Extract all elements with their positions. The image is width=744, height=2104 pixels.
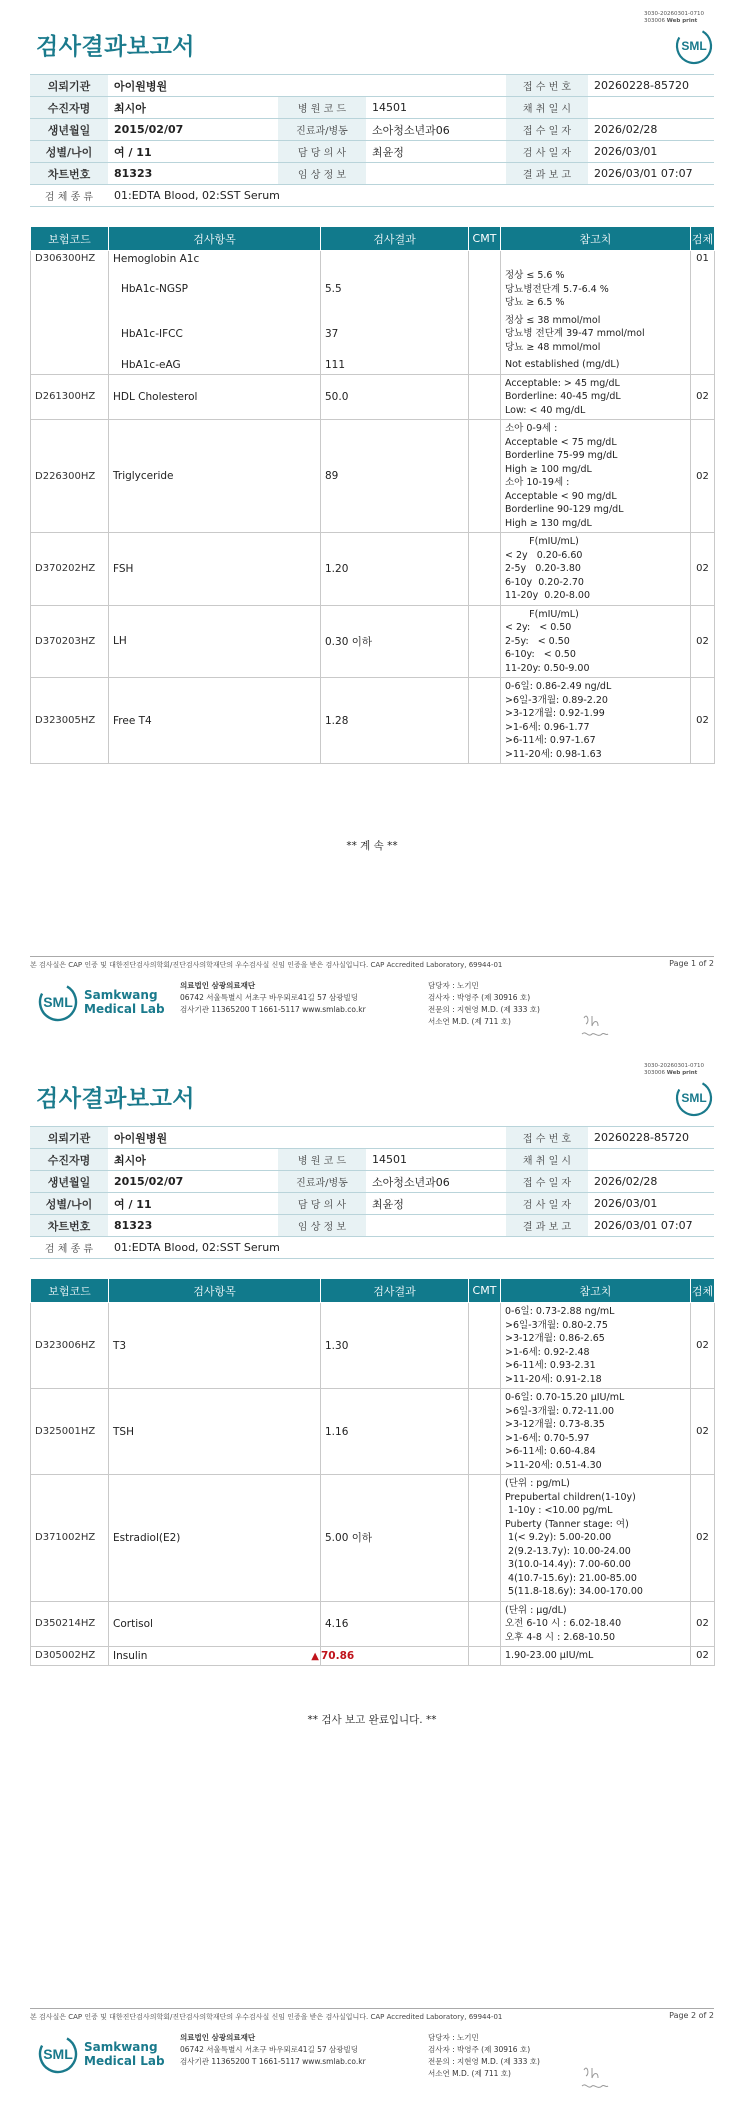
reference-line: Acceptable < 75 mg/dL — [505, 436, 617, 448]
test-code: D261300HZ — [31, 374, 109, 420]
test-cmt — [469, 1389, 501, 1475]
test-result: 5.5 — [321, 267, 469, 312]
footer-brand: Samkwang Medical Lab — [84, 988, 165, 1016]
doctor-label: 담 당 의 사 — [278, 141, 366, 163]
specimen-value: 01:EDTA Blood, 02:SST Serum — [108, 185, 714, 207]
reference-line: >6-11세: 0.97-1.67 — [505, 735, 596, 746]
test-cmt — [469, 420, 501, 533]
reference-line: F(mIU/mL) — [505, 536, 579, 547]
institution-label: 의뢰기관 — [30, 75, 108, 97]
test-result: 1.28 — [321, 678, 469, 764]
col-header-code: 보험코드 — [31, 227, 109, 251]
report-page-2 — [0, 1052, 744, 2104]
reference-line: >11-20세: 0.91-2.18 — [505, 1373, 602, 1385]
chart-value: 81323 — [108, 163, 278, 185]
institution-value: 아이원병원 — [108, 75, 506, 97]
test-cmt — [469, 251, 501, 268]
chart-label: 차트번호 — [30, 163, 108, 185]
collect-value — [588, 1149, 714, 1171]
receipt-no-label: 접 수 번 호 — [506, 1127, 588, 1149]
reference-line: Puberty (Tanner stage: 여) — [505, 1518, 629, 1530]
test-code — [31, 356, 109, 374]
specimen-code: 02 — [691, 1601, 715, 1647]
sml-logo-icon — [36, 982, 82, 1022]
reference-range — [501, 1647, 691, 1666]
report-complete-note: ** 검사 보고 완료입니다. ** — [307, 1714, 437, 1726]
sex-age-value: 여 / 11 — [108, 1193, 278, 1215]
footer-logo — [36, 2034, 165, 2077]
test-cmt — [469, 605, 501, 678]
patient-value: 최시아 — [108, 97, 278, 119]
patient-info-table — [30, 74, 714, 207]
specimen-code: 01 — [691, 251, 715, 268]
reference-line: 3(10.0-14.4y): 7.00-60.00 — [505, 1559, 631, 1570]
result-value-high: 70.86 — [321, 1649, 355, 1662]
col-header-result: 검사결과 — [321, 1279, 469, 1303]
reference-range — [501, 1601, 691, 1647]
reference-line: Borderline: 40-45 mg/dL — [505, 391, 621, 402]
dob-value: 2015/02/07 — [108, 1171, 278, 1193]
sml-logo-icon — [674, 1078, 714, 1118]
dept-label: 진료과/병동 — [278, 119, 366, 141]
test-code: D370203HZ — [31, 605, 109, 678]
specimen-label: 검 체 종 류 — [30, 185, 108, 207]
specimen-code: 02 — [691, 1475, 715, 1602]
test-cmt — [469, 312, 501, 357]
reference-line: Borderline 75-99 mg/dL — [505, 450, 618, 461]
test-cmt — [469, 267, 501, 312]
stamp-line: 303006 Web print — [644, 1070, 698, 1076]
test-item: Estradiol(E2) — [109, 1475, 321, 1602]
reference-line: 오후 4-8 시 : 2.68-10.50 — [505, 1631, 616, 1643]
reference-line: High ≥ 130 mg/dL — [505, 517, 592, 529]
col-header-spec: 검체 — [691, 1279, 715, 1303]
footer-accreditation: 본 검사실은 CAP 인증 및 대한진단검사의학회/진단검사의학재단의 우수검사실 신임 인증을 받은 검사실입니다. CAP Accredited Laboratory, 69944-01 — [30, 2013, 503, 2021]
stamp-line: 303006 Web print — [644, 18, 698, 24]
reference-line: 소아 0-9세 : — [505, 423, 558, 434]
hospital-code-value: 14501 — [366, 97, 506, 119]
page-number: Page 1 of 2 — [669, 959, 714, 968]
footer-staff: 담당자 : 노기민 검사자 : 박영주 (제 30916 호) 전문의 : 지현영 M.D. (제 333 호) 서소연 M.D. (제 711 호) — [428, 981, 540, 1026]
result-row — [31, 1601, 715, 1647]
specimen-code: 02 — [691, 605, 715, 678]
signature-image — [578, 1008, 612, 1045]
document-title: 검사결과보고서 — [36, 34, 196, 60]
test-result: 1.30 — [321, 1303, 469, 1389]
test-item: Triglyceride — [109, 420, 321, 533]
dob-label: 생년월일 — [30, 119, 108, 141]
stamp-line: 3030-20260301-0710 — [644, 11, 704, 17]
sml-logo-icon — [674, 26, 714, 66]
test-item: T3 — [109, 1303, 321, 1389]
test-result: 111 — [321, 356, 469, 374]
reference-line: 1(< 9.2y): 5.00-20.00 — [505, 1532, 612, 1543]
test-result: 50.0 — [321, 374, 469, 420]
specimen-code: 02 — [691, 533, 715, 606]
result-row — [31, 1647, 715, 1666]
test-cmt — [469, 1303, 501, 1389]
test-code: D305002HZ — [31, 1647, 109, 1666]
reference-line: Borderline 90-129 mg/dL — [505, 504, 624, 515]
clinical-value — [366, 163, 506, 185]
test-result: 5.00 이하 — [321, 1475, 469, 1602]
test-code: D371002HZ — [31, 1475, 109, 1602]
reference-line: >6일-3개월: 0.72-11.00 — [505, 1405, 615, 1417]
reference-line: 6-10y: < 0.50 — [505, 649, 576, 660]
reference-line: >3-12개월: 0.73-8.35 — [505, 1419, 605, 1430]
test-date-value: 2026/03/01 — [588, 141, 714, 163]
result-row — [31, 1303, 715, 1389]
reference-line: Acceptable: > 45 mg/dL — [505, 377, 620, 389]
results-table — [30, 226, 715, 764]
reference-line: >6-11세: 0.60-4.84 — [505, 1446, 596, 1457]
col-header-result: 검사결과 — [321, 227, 469, 251]
reference-range — [501, 374, 691, 420]
result-row — [31, 420, 715, 533]
test-item: HbA1c-NGSP — [109, 267, 321, 312]
footer-address: 의료법인 삼광의료재단 06742 서울특별시 서초구 바우뫼로41길 57 삼광빌딩 검사기관 11365200 T 1661-5117 www.smlab.co.kr — [180, 981, 366, 1014]
reference-line: 정상 ≤ 38 mmol/mol — [505, 314, 601, 326]
test-result: 4.16 — [321, 1601, 469, 1647]
reference-line: Low: < 40 mg/dL — [505, 404, 586, 416]
dob-value: 2015/02/07 — [108, 119, 278, 141]
reference-line: >3-12개월: 0.86-2.65 — [505, 1333, 605, 1344]
col-header-item: 검사항목 — [109, 1279, 321, 1303]
collect-value — [588, 97, 714, 119]
dob-label: 생년월일 — [30, 1171, 108, 1193]
chart-value: 81323 — [108, 1215, 278, 1237]
reference-line: Prepubertal children(1-10y) — [505, 1491, 636, 1503]
receipt-date-label: 접 수 일 자 — [506, 119, 588, 141]
report-label: 결 과 보 고 — [506, 1215, 588, 1237]
col-header-cmt: CMT — [469, 227, 501, 251]
test-code: D370202HZ — [31, 533, 109, 606]
reference-line: 6-10y 0.20-2.70 — [505, 576, 584, 588]
result-row — [31, 1389, 715, 1475]
result-row — [31, 251, 715, 268]
test-code: D323005HZ — [31, 678, 109, 764]
test-item: HDL Cholesterol — [109, 374, 321, 420]
reference-line: 2-5y 0.20-3.80 — [505, 563, 581, 574]
test-code — [31, 312, 109, 357]
reference-range — [501, 533, 691, 606]
footer-staff: 담당자 : 노기민 검사자 : 박영주 (제 30916 호) 전문의 : 지현영 M.D. (제 333 호) 서소연 M.D. (제 711 호) — [428, 2033, 540, 2078]
receipt-date-label: 접 수 일 자 — [506, 1171, 588, 1193]
footer-accreditation: 본 검사실은 CAP 인증 및 대한진단검사의학회/진단검사의학재단의 우수검사실 신임 인증을 받은 검사실입니다. CAP Accredited Laboratory, 69944-01 — [30, 961, 503, 969]
reference-line: 당뇨병전단계 5.7-6.4 % — [505, 283, 609, 295]
test-date-label: 검 사 일 자 — [506, 1193, 588, 1215]
dept-value: 소아청소년과06 — [366, 119, 506, 141]
report-label: 결 과 보 고 — [506, 163, 588, 185]
footer-logo — [36, 982, 165, 1025]
reference-range — [501, 312, 691, 357]
test-result: 1.16 — [321, 1389, 469, 1475]
svg-text:SML: SML — [681, 39, 707, 53]
test-item: Free T4 — [109, 678, 321, 764]
reference-line: 1.90-23.00 μIU/mL — [505, 1650, 594, 1661]
test-cmt — [469, 678, 501, 764]
test-item: LH — [109, 605, 321, 678]
svg-text:SML: SML — [681, 1091, 707, 1105]
collect-label: 채 취 일 시 — [506, 97, 588, 119]
reference-range — [501, 356, 691, 374]
print-stamp — [644, 11, 704, 25]
test-item: TSH — [109, 1389, 321, 1475]
report-value: 2026/03/01 07:07 — [588, 1215, 714, 1237]
hospital-code-label: 병 원 코 드 — [278, 1149, 366, 1171]
result-row — [31, 678, 715, 764]
institution-value: 아이원병원 — [108, 1127, 506, 1149]
doctor-value: 최윤정 — [366, 141, 506, 163]
reference-range — [501, 1389, 691, 1475]
patient-value: 최시아 — [108, 1149, 278, 1171]
test-item: Hemoglobin A1c — [109, 251, 321, 268]
col-header-ref: 참고치 — [501, 1279, 691, 1303]
clinical-value — [366, 1215, 506, 1237]
reference-line: 정상 ≤ 5.6 % — [505, 270, 565, 281]
result-row — [31, 356, 715, 374]
footer-divider — [30, 956, 714, 957]
footer-address: 의료법인 삼광의료재단 06742 서울특별시 서초구 바우뫼로41길 57 삼광빌딩 검사기관 11365200 T 1661-5117 www.smlab.co.kr — [180, 2033, 366, 2066]
reference-line: Acceptable < 90 mg/dL — [505, 490, 617, 502]
test-result — [321, 251, 469, 268]
reference-line: 2-5y: < 0.50 — [505, 635, 570, 647]
test-item: HbA1c-IFCC — [109, 312, 321, 357]
specimen-value: 01:EDTA Blood, 02:SST Serum — [108, 1237, 714, 1259]
col-header-code: 보험코드 — [31, 1279, 109, 1303]
reference-line: 11-20y: 0.50-9.00 — [505, 662, 590, 674]
reference-line: 당뇨병 전단계 39-47 mmol/mol — [505, 328, 645, 339]
receipt-date-value: 2026/02/28 — [588, 119, 714, 141]
reference-range — [501, 251, 691, 268]
collect-label: 채 취 일 시 — [506, 1149, 588, 1171]
reference-line: 0-6일: 0.70-15.20 μIU/mL — [505, 1392, 625, 1403]
clinical-label: 임 상 정 보 — [278, 1215, 366, 1237]
test-cmt — [469, 374, 501, 420]
reference-line: 4(10.7-15.6y): 21.00-85.00 — [505, 1572, 637, 1584]
doctor-value: 최윤정 — [366, 1193, 506, 1215]
specimen-code: 02 — [691, 1647, 715, 1666]
receipt-no-value: 20260228-85720 — [588, 75, 714, 97]
institution-label: 의뢰기관 — [30, 1127, 108, 1149]
reference-range — [501, 605, 691, 678]
test-result: 1.20 — [321, 533, 469, 606]
reference-line: >11-20세: 0.98-1.63 — [505, 748, 602, 760]
test-result — [311, 1647, 469, 1666]
reference-line: F(mIU/mL) — [505, 608, 579, 620]
test-code: D306300HZ — [31, 251, 109, 268]
specimen-label: 검 체 종 류 — [30, 1237, 108, 1259]
col-header-cmt: CMT — [469, 1279, 501, 1303]
result-row — [31, 267, 715, 312]
reference-line: (단위 : pg/mL) — [505, 1478, 570, 1489]
footer-divider — [30, 2008, 714, 2009]
patient-info-table — [30, 1126, 714, 1259]
col-header-item: 검사항목 — [109, 227, 321, 251]
specimen-code: 02 — [691, 420, 715, 533]
reference-line: 2(9.2-13.7y): 10.00-24.00 — [505, 1545, 631, 1557]
footer-brand: Samkwang Medical Lab — [84, 2040, 165, 2068]
reference-line: < 2y: < 0.50 — [505, 622, 572, 633]
reference-line: >3-12개월: 0.92-1.99 — [505, 708, 605, 719]
test-cmt — [469, 1647, 501, 1666]
document-title: 검사결과보고서 — [36, 1086, 196, 1112]
reference-line: >1-6세: 0.70-5.97 — [505, 1432, 590, 1444]
reference-line: 11-20y 0.20-8.00 — [505, 590, 590, 601]
test-date-value: 2026/03/01 — [588, 1193, 714, 1215]
hospital-code-value: 14501 — [366, 1149, 506, 1171]
reference-line: 5(11.8-18.6y): 34.00-170.00 — [505, 1586, 643, 1597]
receipt-date-value: 2026/02/28 — [588, 1171, 714, 1193]
reference-line: >6일-3개월: 0.80-2.75 — [505, 1319, 608, 1331]
reference-line: 오전 6-10 시 : 6.02-18.40 — [505, 1618, 622, 1629]
test-code — [31, 267, 109, 312]
reference-line: 당뇨 ≥ 6.5 % — [505, 297, 565, 308]
test-code: D323006HZ — [31, 1303, 109, 1389]
reference-line: 1-10y : <10.00 pg/mL — [505, 1505, 613, 1516]
reference-line: 당뇨 ≥ 48 mmol/mol — [505, 341, 601, 353]
test-item: FSH — [109, 533, 321, 606]
test-cmt — [469, 1475, 501, 1602]
test-item: Cortisol — [109, 1601, 321, 1647]
receipt-no-label: 접 수 번 호 — [506, 75, 588, 97]
specimen-code — [691, 356, 715, 374]
doctor-label: 담 당 의 사 — [278, 1193, 366, 1215]
test-code: D226300HZ — [31, 420, 109, 533]
sex-age-label: 성별/나이 — [30, 1193, 108, 1215]
reference-line: 0-6일: 0.86-2.49 ng/dL — [505, 681, 612, 692]
test-cmt — [469, 1601, 501, 1647]
specimen-code: 02 — [691, 678, 715, 764]
specimen-code: 02 — [691, 1303, 715, 1389]
reference-line: >6일-3개월: 0.89-2.20 — [505, 694, 608, 706]
page-number: Page 2 of 2 — [669, 2011, 714, 2020]
print-stamp — [644, 1063, 704, 1077]
dept-label: 진료과/병동 — [278, 1171, 366, 1193]
sex-age-label: 성별/나이 — [30, 141, 108, 163]
test-date-label: 검 사 일 자 — [506, 141, 588, 163]
specimen-code — [691, 267, 715, 312]
test-result: 89 — [321, 420, 469, 533]
specimen-code: 02 — [691, 1389, 715, 1475]
col-header-ref: 참고치 — [501, 227, 691, 251]
test-code: D325001HZ — [31, 1389, 109, 1475]
svg-text:SML: SML — [43, 994, 73, 1010]
high-flag-icon: ▲ — [311, 1650, 319, 1662]
stamp-line: 3030-20260301-0710 — [644, 1063, 704, 1069]
reference-line: (단위 : μg/dL) — [505, 1604, 567, 1616]
test-cmt — [469, 533, 501, 606]
test-item: Insulin — [109, 1647, 321, 1666]
result-row — [31, 605, 715, 678]
sex-age-value: 여 / 11 — [108, 141, 278, 163]
reference-range — [501, 1303, 691, 1389]
test-cmt — [469, 356, 501, 374]
result-row — [31, 533, 715, 606]
chart-label: 차트번호 — [30, 1215, 108, 1237]
test-code: D350214HZ — [31, 1601, 109, 1647]
specimen-code: 02 — [691, 374, 715, 420]
reference-range — [501, 267, 691, 312]
reference-line: < 2y 0.20-6.60 — [505, 549, 583, 561]
results-table — [30, 1278, 715, 1666]
svg-text:SML: SML — [43, 2046, 73, 2062]
reference-line: >1-6세: 0.96-1.77 — [505, 721, 590, 733]
reference-range — [501, 1475, 691, 1602]
sml-logo-icon — [36, 2034, 82, 2074]
reference-range — [501, 678, 691, 764]
reference-line: High ≥ 100 mg/dL — [505, 463, 592, 475]
hospital-code-label: 병 원 코 드 — [278, 97, 366, 119]
reference-line: >6-11세: 0.93-2.31 — [505, 1360, 596, 1371]
reference-line: >1-6세: 0.92-2.48 — [505, 1346, 590, 1358]
test-item: HbA1c-eAG — [109, 356, 321, 374]
col-header-spec: 검체 — [691, 227, 715, 251]
dept-value: 소아청소년과06 — [366, 1171, 506, 1193]
test-result: 37 — [321, 312, 469, 357]
clinical-label: 임 상 정 보 — [278, 163, 366, 185]
receipt-no-value: 20260228-85720 — [588, 1127, 714, 1149]
patient-label: 수진자명 — [30, 97, 108, 119]
reference-line: 0-6일: 0.73-2.88 ng/mL — [505, 1306, 615, 1317]
patient-label: 수진자명 — [30, 1149, 108, 1171]
continue-note: ** 계 속 ** — [346, 840, 398, 852]
reference-line: 소아 10-19세 : — [505, 477, 570, 488]
reference-range — [501, 420, 691, 533]
test-result: 0.30 이하 — [321, 605, 469, 678]
result-row — [31, 312, 715, 357]
result-row — [31, 1475, 715, 1602]
specimen-code — [691, 312, 715, 357]
report-value: 2026/03/01 07:07 — [588, 163, 714, 185]
reference-line: Not established (mg/dL) — [505, 359, 620, 370]
reference-line: >11-20세: 0.51-4.30 — [505, 1459, 602, 1471]
signature-image — [578, 2060, 612, 2097]
result-row — [31, 374, 715, 420]
